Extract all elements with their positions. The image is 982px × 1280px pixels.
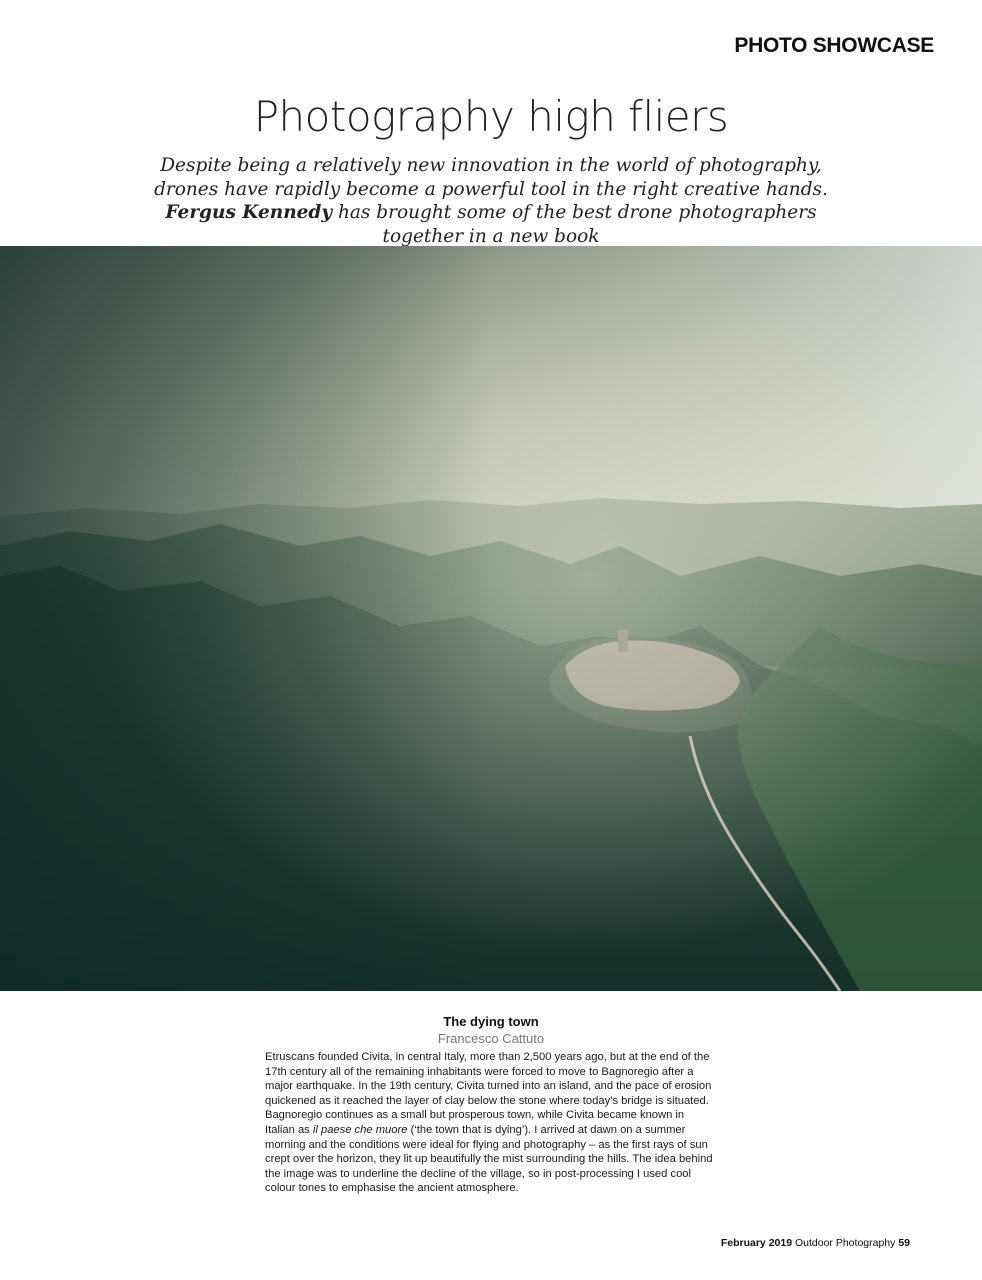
caption-body xyxy=(265,1050,717,1196)
article-standfirst xyxy=(150,154,832,248)
article-headline: Photography high fliers xyxy=(253,92,729,141)
caption-title: The dying town xyxy=(443,1014,539,1029)
caption-body-text-2: (‘the town that is dying’). I arrived at dawn on a summer morning and the conditions were ideal for flying and photography – as the first rays of sun crept over the horizon, they lit up beautifully the mist surrounding the hills. The idea behind the image was to underline the decline of the village, so in post-processing I used cool colour tones to emphasise the ancient atmosphere. xyxy=(265,1123,713,1195)
folio-issue-date: February 2019 xyxy=(720,1237,793,1249)
standfirst-text-1: Despite being a relatively new innovation in the world of photography, drones have rapidly become a powerful tool in the right creative hands. xyxy=(154,155,828,200)
caption-photographer-credit: Francesco Cattuto xyxy=(437,1031,545,1046)
aerial-photo-civita xyxy=(0,246,982,991)
caption-body-text-1: Etruscans founded Civita, in central Italy, more than 2,500 years ago, but at the end of the 17th century all of the remaining inhabitants were forced to move to Bagnoregio after a major earthquake. In the 19th century, Civita turned into an island, and the pace of erosion quickened as it reached the layer of clay below the stone where today’s bridge is situated. Bagnoregio continues as a small but prosperous town, while Civita became known in Italian as xyxy=(265,1051,712,1136)
section-label: PHOTO SHOWCASE xyxy=(734,34,934,57)
standfirst-text-2: has brought some of the best drone photographers together in a new book xyxy=(332,202,817,247)
aerial-landscape-image xyxy=(0,246,982,991)
folio-page-number: 59 xyxy=(898,1237,910,1249)
page-folio xyxy=(721,1237,910,1249)
folio-magazine-name: Outdoor Photography xyxy=(794,1237,896,1249)
caption-body-italic: il paese che muore xyxy=(312,1123,408,1136)
standfirst-author: Fergus Kennedy xyxy=(165,202,333,223)
